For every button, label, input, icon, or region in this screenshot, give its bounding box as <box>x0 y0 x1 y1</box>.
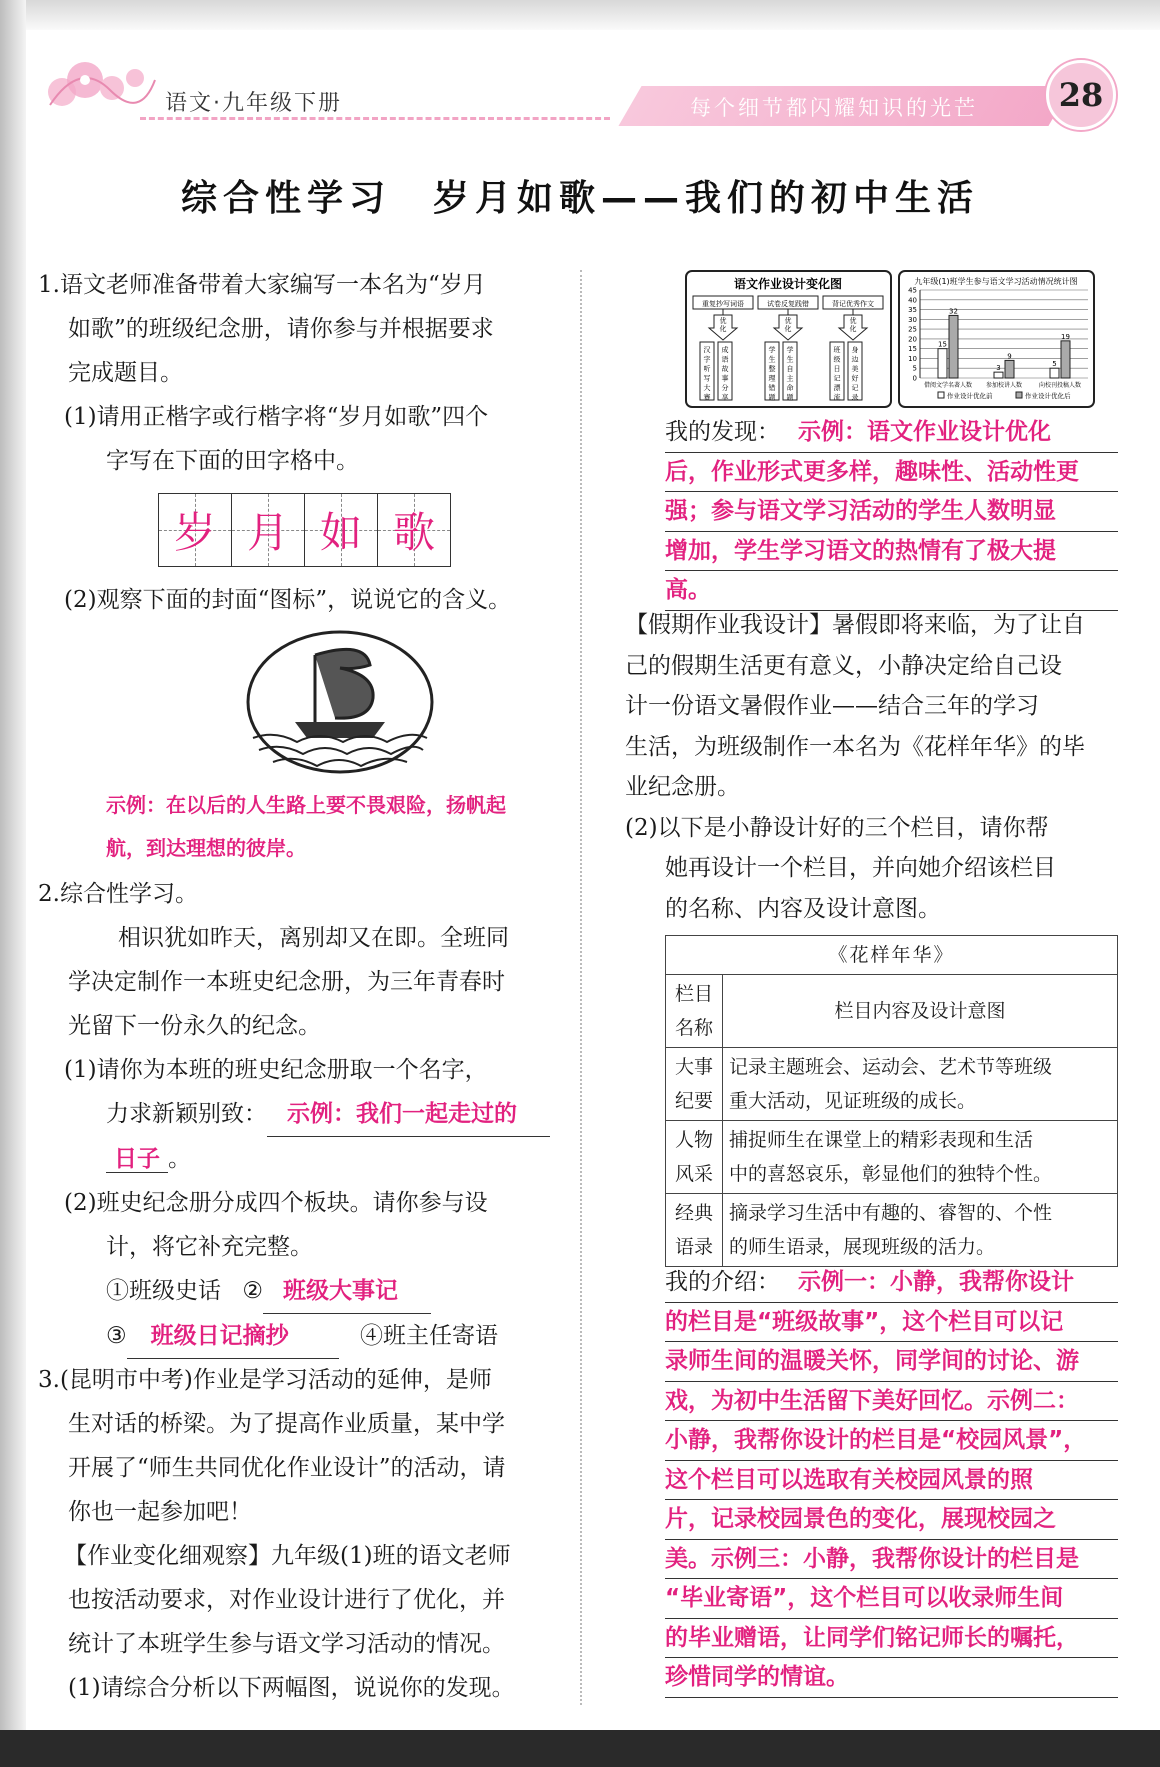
table-title: 《花样年华》 <box>666 936 1118 975</box>
diagram-bottom-label: 事 <box>721 374 729 383</box>
diagram-mid-label: 化 <box>719 325 727 333</box>
diagram-mid-label: 化 <box>784 325 792 333</box>
diagram-bottom-label: 流 <box>833 393 841 402</box>
figures-row <box>685 270 1095 410</box>
q2-item-1: ①班级史话 <box>106 1278 221 1304</box>
q2-p2-line: 计，将它补充完整。 <box>106 1234 313 1260</box>
data-label: 5 <box>1052 360 1057 369</box>
column-divider <box>580 270 582 1705</box>
tianzige-cell <box>378 494 450 566</box>
q3-p1: (1)请综合分析以下两幅图，说说你的发现。 <box>68 1675 515 1701</box>
y-tick-label: 35 <box>908 306 917 315</box>
header-subject: 语文·九年级下册 <box>165 91 342 116</box>
q1-p1-line: (1)请用正楷字或行楷字将“岁月如歌”四个 <box>64 404 489 430</box>
diagram-bottom-label: 题 <box>768 393 776 402</box>
table-header-desc: 栏目内容及设计意图 <box>723 975 1118 1048</box>
table-row <box>666 1194 1118 1267</box>
y-tick-label: 10 <box>908 354 917 363</box>
bar <box>938 349 947 378</box>
diagram-bottom-label: 记 <box>851 384 859 392</box>
tianzige-cell <box>232 494 305 566</box>
q3-block <box>38 1358 563 1710</box>
q1-p2 <box>64 578 564 622</box>
q2-text-line: 学决定制作一本班史纪念册，为三年青春时 <box>68 969 505 995</box>
homework-change-diagram <box>686 271 891 407</box>
q2-item-2-answer: 班级大事记 <box>263 1269 431 1314</box>
holiday-line: 计一份语文暑假作业——结合三年的学习 <box>625 693 1039 719</box>
handwritten-char: 月 <box>246 508 289 557</box>
bar <box>1005 360 1014 378</box>
discovery-line: 高。 <box>665 571 1118 611</box>
data-label: 32 <box>949 307 958 316</box>
diagram-bottom-label: 漂 <box>833 384 841 392</box>
y-tick-label: 40 <box>908 296 917 305</box>
q2-p1-prefix: 力求新颖别致： <box>106 1101 267 1127</box>
diagram-bottom-label: 听 <box>703 365 711 373</box>
y-tick-label: 0 <box>912 374 917 383</box>
scan-top-shadow <box>0 0 1160 30</box>
q3-stem-line: 生对话的桥梁。为了提高作业质量，某中学 <box>68 1411 505 1437</box>
row-desc: 记录主题班会、运动会、艺术节等班级 重大活动，见证班级的成长。 <box>723 1048 1118 1121</box>
y-tick-label: 15 <box>908 345 917 354</box>
diagram-bottom-label: 级 <box>833 355 841 364</box>
q3-stem-line: 3.(昆明市中考)作业是学习活动的延伸，是师 <box>38 1367 492 1393</box>
diagram-bottom-label: 记 <box>833 374 841 383</box>
handwritten-char: 岁 <box>173 508 216 557</box>
discovery-line: 强；参与语文学习活动的学生人数明显 <box>665 492 1118 532</box>
diagram-bottom-label: 美 <box>851 365 859 373</box>
diagram-bottom-label: 班 <box>833 346 841 354</box>
diagram-bottom-label: 分 <box>721 384 729 392</box>
scan-bottom-edge <box>0 1730 1160 1767</box>
diagram-bottom-label: 学 <box>768 346 776 354</box>
diagram-bottom-label: 享 <box>721 393 729 402</box>
row-desc: 摘录学习生活中有趣的、睿智的、个性 的师生语录，展现班级的活力。 <box>723 1194 1118 1267</box>
data-label: 3 <box>996 364 1001 373</box>
holiday-block <box>625 605 1125 929</box>
y-tick-label: 45 <box>908 286 917 295</box>
q2-p1-end: 。 <box>168 1146 191 1172</box>
discovery-label: 我的发现： <box>665 419 780 445</box>
diagram-top-label: 背记优秀作文 <box>832 300 874 308</box>
row-name: 人物 风采 <box>666 1121 723 1194</box>
q2-item-3-num: ③ <box>106 1323 127 1349</box>
discovery-line: 示例：语文作业设计优化 <box>798 419 1051 445</box>
q3-p2-line: 的名称、内容及设计意图。 <box>665 895 941 922</box>
header-dashed-line <box>140 117 610 120</box>
y-tick-label: 20 <box>908 335 917 344</box>
header-slogan: 每个细节都闪耀知识的光芒 <box>690 96 978 120</box>
diagram-bottom-label: 生 <box>768 355 776 364</box>
q2-p1-answer-b: 日子 <box>106 1146 168 1173</box>
diagram-bottom-label: 边 <box>851 355 859 364</box>
diagram-bottom-label: 命 <box>786 384 794 392</box>
bar <box>949 315 958 378</box>
q3-stem-line: 开展了“师生共同优化作业设计”的活动，请 <box>68 1455 506 1481</box>
tianzige-cell <box>305 494 378 566</box>
q1-answer <box>106 784 566 870</box>
row-name: 经典 语录 <box>666 1194 723 1267</box>
intro-answer <box>665 1263 1118 1698</box>
intro-line: 珍惜同学的情谊。 <box>665 1658 1118 1698</box>
diagram-bottom-label: 大 <box>703 384 711 392</box>
intro-line: 片，记录校园景色的变化，展现校园之 <box>665 1500 1118 1540</box>
legend-swatch <box>938 392 944 398</box>
diagram-bottom-label: 身 <box>851 346 859 354</box>
y-tick-label: 5 <box>912 364 917 373</box>
y-tick-label: 30 <box>908 315 917 324</box>
diagram-bottom-label: 自 <box>786 365 794 373</box>
tianzige-cell <box>159 494 232 566</box>
q1-answer-line: 航，到达理想的彼岸。 <box>106 836 306 860</box>
q3-stem-line: 你也一起参加吧！ <box>68 1499 252 1525</box>
q1-p1-line: 字写在下面的田字格中。 <box>106 448 359 474</box>
q2-text-line: 光留下一份永久的纪念。 <box>68 1013 321 1039</box>
flower-ornament-icon <box>40 50 160 120</box>
diagram-mid-label: 优 <box>784 317 792 325</box>
diagram-bottom-label: 生 <box>786 355 794 364</box>
intro-line: 示例一：小静，我帮你设计 <box>798 1269 1074 1295</box>
diagram-bottom-label: 错 <box>768 384 776 392</box>
q2-stem: 2.综合性学习。 <box>38 881 198 907</box>
chart-title: 九年级(1)班学生参与语文学习活动情况统计图 <box>914 277 1078 286</box>
diagram-bottom-label: 字 <box>703 355 711 364</box>
bar <box>1050 368 1059 378</box>
holiday-line: 己的假期生活更有意义，小静决定给自己设 <box>625 652 1062 679</box>
table-header-name: 栏目 名称 <box>666 975 723 1048</box>
x-tick-label: 借阅文学名著人数 <box>923 382 973 389</box>
cover-emblem-icon <box>245 630 435 775</box>
q3-obs-line: 【作业变化细观察】九年级(1)班的语文老师 <box>64 1543 511 1569</box>
q2-p1-answer-a: 示例：我们一起走过的 <box>267 1092 550 1137</box>
diagram-bottom-label: 整 <box>768 365 776 373</box>
bar <box>1061 341 1070 378</box>
q3-p2-line: 她再设计一个栏目，并向她介绍该栏目 <box>665 855 1056 881</box>
q2-text-line: 相识犹如昨天，离别却又在即。全班同 <box>118 925 509 951</box>
diagram-mid-label: 优 <box>849 317 857 325</box>
diagram-top-label: 重复抄写词语 <box>702 300 744 308</box>
table-row <box>666 1048 1118 1121</box>
legend-label: 作业设计优化后 <box>1025 392 1071 400</box>
data-label: 15 <box>938 340 947 349</box>
diagram-bottom-label: 主 <box>786 374 794 383</box>
q1-stem-line: 如歌”的班级纪念册，请你参与并根据要求 <box>68 316 494 342</box>
intro-line: 的栏目是“班级故事”，这个栏目可以记 <box>665 1303 1118 1343</box>
q2-p2-line: (2)班史纪念册分成四个板块。请你参与设 <box>64 1190 488 1216</box>
q1-stem-line: 完成题目。 <box>68 360 183 386</box>
legend-swatch <box>1016 392 1022 398</box>
diagram-top-label: 试卷反复践错 <box>767 300 809 308</box>
intro-line: “毕业寄语”，这个栏目可以收录师生间 <box>665 1579 1118 1619</box>
q2-item-2-num: ② <box>242 1278 263 1304</box>
scan-left-shadow <box>0 0 26 1767</box>
x-tick-label: 向校刊投稿人数 <box>1038 382 1082 389</box>
q3-obs-line: 也按活动要求，对作业设计进行了优化，并 <box>68 1587 505 1613</box>
discovery-line: 后，作业形式更多样，趣味性、活动性更 <box>665 453 1118 493</box>
diagram-bottom-label: 赛 <box>703 393 711 402</box>
q2-item-3-answer: 班级日记摘抄 <box>127 1314 339 1359</box>
row-desc: 捕捉师生在课堂上的精彩表现和生活 中的喜怒哀乐，彰显他们的独特个性。 <box>723 1121 1118 1194</box>
legend-label: 作业设计优化前 <box>947 392 993 400</box>
table-row <box>666 1121 1118 1194</box>
y-tick-label: 25 <box>908 325 917 334</box>
q1-stem-line: 1.语文老师准备带着大家编写一本名为“岁月 <box>38 272 486 298</box>
intro-line: 录师生间的温暖关怀，同学间的讨论、游 <box>665 1342 1118 1382</box>
diagram-mid-label: 化 <box>849 325 857 333</box>
data-label: 9 <box>1007 352 1012 361</box>
q1-p2-text: (2)观察下面的封面“图标”，说说它的含义。 <box>64 587 512 613</box>
q2-item-4: ④班主任寄语 <box>359 1323 498 1349</box>
holiday-line: 业纪念册。 <box>625 774 740 800</box>
q3-obs-line: 统计了本班学生参与语文学习活动的情况。 <box>68 1631 505 1657</box>
intro-line: 美。示例三：小静，我帮你设计的栏目是 <box>665 1540 1118 1580</box>
q2-p1-line: (1)请你为本班的班史纪念册取一个名字， <box>64 1057 488 1083</box>
row-name: 大事 纪要 <box>666 1048 723 1121</box>
intro-line: 小静，我帮你设计的栏目是“校园风景”， <box>665 1421 1118 1461</box>
page-title: 综合性学习 岁月如歌——我们的初中生活 <box>180 178 979 219</box>
q1-stem <box>38 263 563 483</box>
diagram-bottom-label: 题 <box>786 393 794 402</box>
bar <box>994 372 1003 378</box>
activity-bar-chart <box>899 271 1094 407</box>
diagram-bottom-label: 故 <box>721 365 729 373</box>
intro-label: 我的介绍： <box>665 1269 780 1295</box>
handwritten-char: 歌 <box>392 508 435 557</box>
intro-line: 的毕业赠语，让同学们铭记师长的嘱托， <box>665 1619 1118 1659</box>
page-number: 28 <box>1046 60 1116 130</box>
intro-line: 戏，为初中生活留下美好回忆。示例二： <box>665 1382 1118 1422</box>
diagram-bottom-label: 学 <box>786 346 794 354</box>
data-label: 19 <box>1061 332 1070 341</box>
diagram-bottom-label: 录 <box>851 393 859 402</box>
discovery-line: 增加，学生学习语文的热情有了极大提 <box>665 532 1118 572</box>
diagram-bottom-label: 语 <box>721 355 729 364</box>
handwritten-char: 如 <box>319 508 362 557</box>
q1-answer-line: 示例：在以后的人生路上要不畏艰险，扬帆起 <box>106 793 506 817</box>
diagram-bottom-label: 写 <box>703 374 711 383</box>
holiday-line: 生活，为班级制作一本名为《花样年华》的毕 <box>625 733 1085 760</box>
diagram-bottom-label: 汉 <box>703 346 711 354</box>
holiday-line: 【假期作业我设计】暑假即将来临，为了让自 <box>625 612 1085 638</box>
tianzige-grid <box>158 493 451 567</box>
q2-block <box>38 872 563 1359</box>
diagram-bottom-label: 理 <box>768 374 776 383</box>
diagram-title: 语文作业设计变化图 <box>733 277 843 291</box>
diagram-bottom-label: 日 <box>833 365 841 373</box>
diagram-bottom-label: 好 <box>851 374 859 383</box>
q3-p2-line: (2)以下是小静设计好的三个栏目，请你帮 <box>625 814 1049 841</box>
discovery-answer <box>665 413 1118 611</box>
diagram-bottom-label: 成 <box>721 346 729 354</box>
x-tick-label: 参加校讲人数 <box>985 382 1023 389</box>
diagram-mid-label: 优 <box>719 317 727 325</box>
column-design-table <box>665 935 1118 1267</box>
intro-line: 这个栏目可以选取有关校园风景的照 <box>665 1461 1118 1501</box>
